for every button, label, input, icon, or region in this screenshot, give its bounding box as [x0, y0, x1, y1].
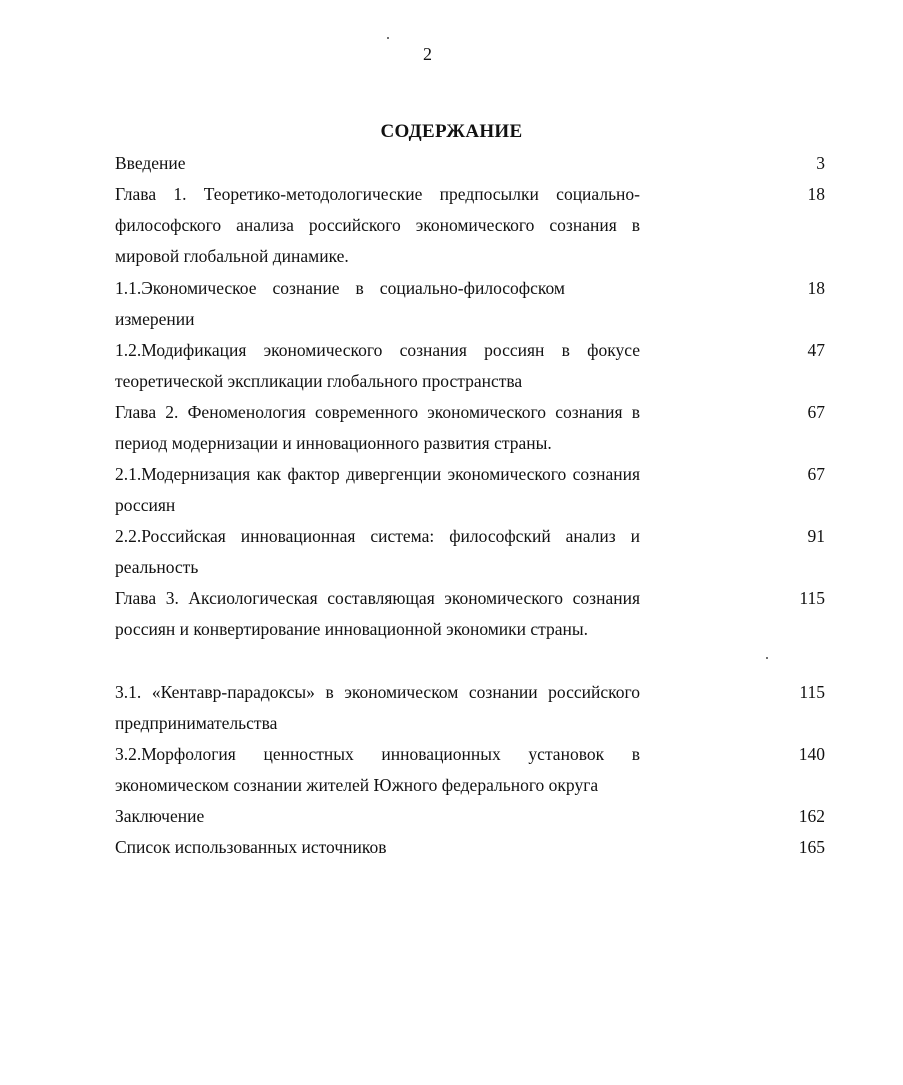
toc-entry-label: 3.2.Морфология ценностных инновационных установок в экономическом сознании жителей Южного федерального округа	[115, 744, 640, 795]
toc-entry-label: Глава 1. Теоретико-методологические предпосылки социально-философского анализа российского экономического сознания в мировой глобальной динамике.	[115, 184, 640, 266]
toc-entry-page: 91	[807, 526, 825, 546]
toc-entry-page: 140	[798, 744, 825, 764]
toc-entry-page: 18	[807, 278, 825, 298]
toc-entry-label: Введение	[115, 153, 186, 173]
toc-entry-label: 1.1.Экономическое сознание в социально-философском измерении	[115, 278, 565, 329]
toc-entry-page: 47	[807, 340, 825, 360]
toc-entry-page: 67	[807, 402, 825, 422]
toc-entry-label: Глава 2. Феноменология современного экономического сознания в период модернизации и инновационного развития страны.	[115, 402, 640, 453]
toc-entry-label: 2.1.Модернизация как фактор дивергенции экономического сознания россиян	[115, 464, 640, 515]
toc-entry-label: 3.1. «Кентавр-парадоксы» в экономическом сознании российского предпринимательства	[115, 682, 640, 733]
page-number: 2	[423, 44, 432, 64]
toc-entry-page: 165	[798, 837, 825, 857]
toc-entry-page: 18	[807, 184, 825, 204]
toc-entry-label: Глава 3. Аксиологическая составляющая экономического сознания россиян и конвертирование инновационной экономики страны.	[115, 588, 640, 639]
toc-entry-label: 1.2.Модификация экономического сознания россиян в фокусе теоретической экспликации глобального пространства	[115, 340, 640, 391]
toc-entry-label: 2.2.Российская инновационная система: философский анализ и реальность	[115, 526, 640, 577]
toc-entry-page: 162	[798, 806, 825, 826]
toc-entry-page: 115	[799, 588, 825, 608]
toc-title: СОДЕРЖАНИЕ	[380, 121, 523, 142]
toc-entry-page: 67	[807, 464, 825, 484]
toc-entry-page: 115	[799, 682, 825, 702]
toc-entry-label: Список использованных источников	[115, 837, 387, 857]
toc-entry-page: 3	[816, 153, 825, 173]
toc-entry-label: Заключение	[115, 806, 205, 826]
